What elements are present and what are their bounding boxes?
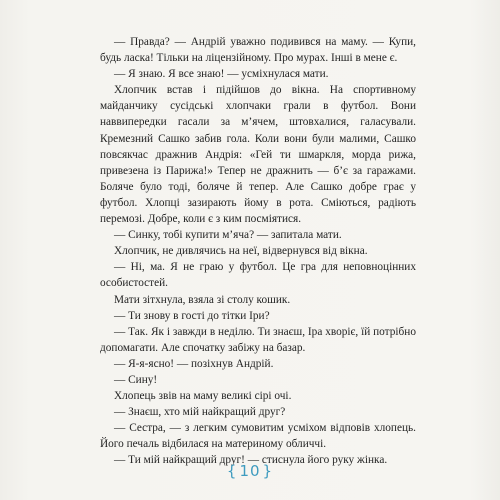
- page-number-value: 10: [239, 462, 261, 480]
- paragraph: Хлопчик, не дивлячись на неї, відвернувся від вікна.: [114, 245, 368, 258]
- page-number-brace-right: }: [262, 462, 274, 480]
- paragraph: — Так. Як і завжди в неділю. Ти знаєш, Іра хворіє, їй потрібно допомагати. Але спочатку забіжу на базар.: [100, 325, 416, 354]
- paragraph: — Сину!: [114, 373, 158, 386]
- body-text: [100, 34, 416, 469]
- paragraph: — Я знаю. Я все знаю! — усміхнулася мати.: [114, 68, 329, 81]
- paragraph: Хлопець звів на маму великі сірі очі.: [114, 390, 292, 403]
- paragraph: — Ти мій найкращий друг! — стиснула його руку жінка.: [114, 454, 388, 467]
- paragraph: — Я-я-ясно! — позіхнув Андрій.: [114, 357, 274, 370]
- paragraph: — Ні, ма. Я не граю у футбол. Це гра для неповноцінних особистостей.: [100, 261, 416, 290]
- paragraph: — Ти знову в гості до тітки Іри?: [114, 309, 270, 322]
- paragraph: — Правда? — Андрій уважно подивився на маму. — Купи, будь ласка! Тільки на ліцензійному. Про мурах. Інші в мене є.: [100, 36, 416, 65]
- paragraph: Мати зітхнула, взяла зі столу кошик.: [114, 293, 291, 306]
- page-number: [0, 462, 500, 480]
- paragraph: — Синку, тобі купити м’яча? — запитала мати.: [114, 229, 342, 242]
- paragraph: — Сестра, — з легким сумовитим усміхом відповів хлопець. Його печаль відбилася на материному обличчі.: [100, 422, 416, 451]
- paragraph: Хлопчик встав і підійшов до вікна. На спортивному майданчику сусідські хлопчаки грали в футбол. Вони наввипередки гасали за м’ячем, штовхалися, галасували. Кремезний Сашко забив гола. Коли вони були малими, Сашко повсякчас дражнив Андрія: «Гей ти шмаркля, морда рижа, привезена із Парижа!» Тепер не дражнить — б’є за гаражами. Боляче було тоді, боляче й тепер. Але Сашко добре грає у футбол. Хлопці зазирають йому в рота. Сміються, радіють перемозі. Добре, коли є з ким посміятися.: [100, 84, 416, 226]
- page-number-brace-left: {: [226, 462, 238, 480]
- paragraph: — Знаєш, хто мій найкращий друг?: [114, 406, 286, 419]
